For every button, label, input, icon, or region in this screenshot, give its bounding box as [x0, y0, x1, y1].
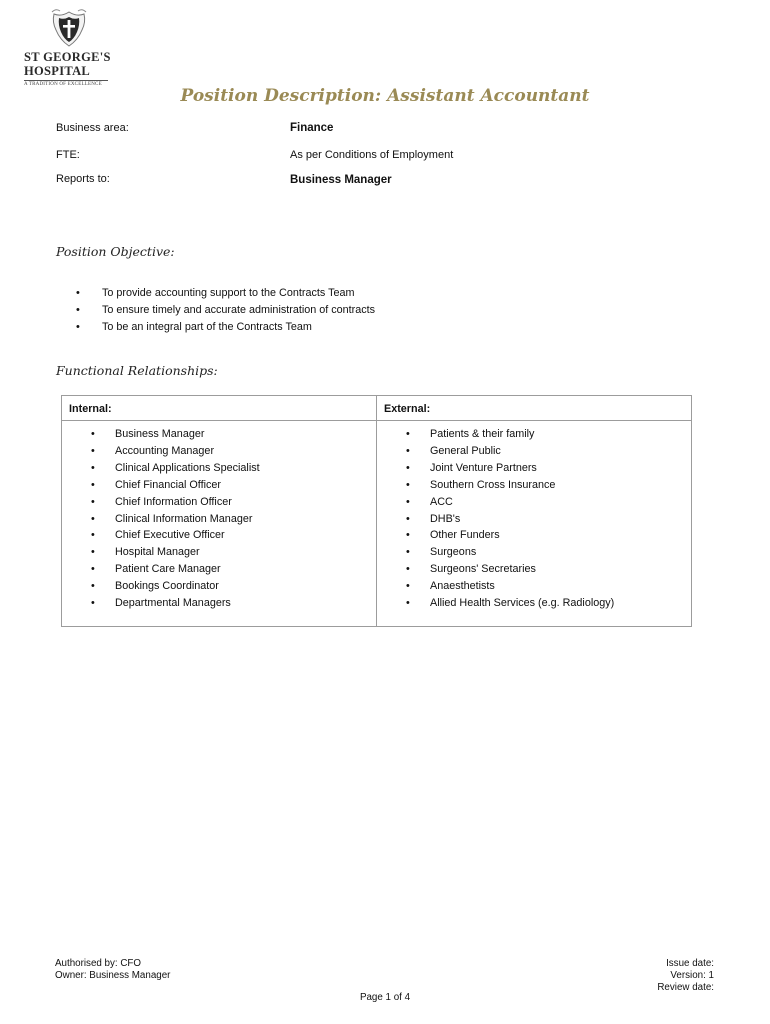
- relationships-table: [61, 395, 692, 627]
- business-area-value: Finance: [290, 122, 334, 134]
- external-item: • Southern Cross Insurance: [377, 477, 691, 494]
- external-item: • Surgeons' Secretaries: [377, 561, 691, 578]
- document-owner: Owner: Business Manager: [55, 970, 171, 981]
- internal-item: • Clinical Applications Specialist: [62, 460, 376, 477]
- internal-header: Internal:: [62, 396, 376, 421]
- internal-column: [62, 396, 377, 626]
- external-item: • Other Funders: [377, 527, 691, 544]
- internal-list: [62, 421, 376, 612]
- internal-item: • Chief Executive Officer: [62, 527, 376, 544]
- internal-item: • Bookings Coordinator: [62, 578, 376, 595]
- internal-item: • Departmental Managers: [62, 595, 376, 612]
- position-objective-heading: Position Objective:: [56, 244, 175, 259]
- fte-value: As per Conditions of Employment: [290, 149, 454, 161]
- external-item: • Joint Venture Partners: [377, 460, 691, 477]
- internal-item: • Clinical Information Manager: [62, 511, 376, 528]
- logo-tagline: A TRADITION OF EXCELLENCE: [24, 82, 102, 87]
- internal-item: • Chief Financial Officer: [62, 477, 376, 494]
- internal-item: • Hospital Manager: [62, 544, 376, 561]
- external-item: • ACC: [377, 494, 691, 511]
- internal-item: • Chief Information Officer: [62, 494, 376, 511]
- hospital-crest-icon: [50, 8, 88, 48]
- logo-name-line1: ST GEORGE'S: [24, 50, 111, 64]
- logo-name-line2: HOSPITAL: [24, 64, 91, 78]
- page-number: Page 1 of 4: [359, 992, 411, 1003]
- reports-to-value: Business Manager: [290, 174, 392, 186]
- internal-item: • Accounting Manager: [62, 443, 376, 460]
- objective-item: • To ensure timely and accurate administration of contracts: [62, 302, 375, 319]
- objective-item: • To be an integral part of the Contracts Team: [62, 319, 375, 336]
- objective-list: [62, 285, 375, 336]
- footer-authorisation: [55, 958, 170, 982]
- external-item: • Anaesthetists: [377, 578, 691, 595]
- external-item: • Allied Health Services (e.g. Radiology): [377, 595, 691, 612]
- external-list: [377, 421, 691, 612]
- authorised-by: Authorised by: CFO: [55, 958, 142, 969]
- external-item: • Surgeons: [377, 544, 691, 561]
- internal-item: • Business Manager: [62, 426, 376, 443]
- external-item: • General Public: [377, 443, 691, 460]
- external-column: [377, 396, 691, 626]
- review-date: Review date:: [657, 982, 714, 993]
- document-title: Position Description: Assistant Accountant: [180, 86, 590, 106]
- reports-to-label: Reports to:: [56, 173, 110, 185]
- business-area-label: Business area:: [56, 122, 129, 134]
- version: Version: 1: [670, 970, 714, 981]
- external-item: • DHB's: [377, 511, 691, 528]
- external-header: External:: [377, 396, 691, 421]
- issue-date: Issue date:: [666, 958, 714, 969]
- functional-relationships-heading: Functional Relationships:: [56, 363, 218, 378]
- logo-divider: [24, 80, 108, 81]
- footer-version-info: [657, 958, 714, 994]
- internal-item: • Patient Care Manager: [62, 561, 376, 578]
- objective-item: • To provide accounting support to the Contracts Team: [62, 285, 375, 302]
- external-item: • Patients & their family: [377, 426, 691, 443]
- fte-label: FTE:: [56, 149, 80, 161]
